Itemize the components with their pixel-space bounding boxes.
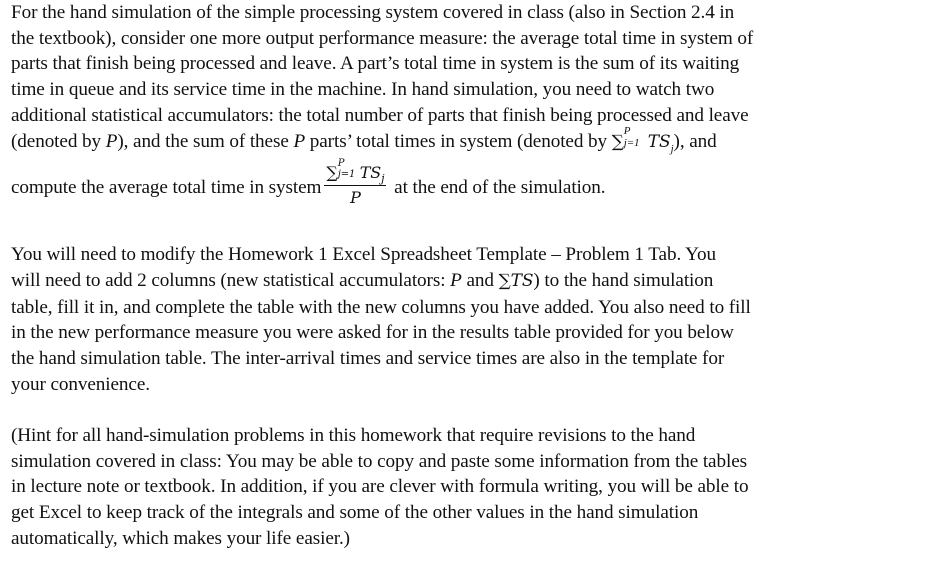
paragraph-instructions xyxy=(11,242,923,397)
text-line: parts that finish being processed and leave. A part’s total time in system is the sum of its waiting xyxy=(11,53,740,75)
math-variable-p: P xyxy=(293,130,306,152)
text-line: You will need to modify the Homework 1 Excel Spreadsheet Template – Problem 1 Tab. You xyxy=(11,244,716,266)
summation-symbol: ∑ xyxy=(611,131,624,152)
text-line: the hand simulation table. The inter-arrival times and service times are also in the template for xyxy=(11,348,725,370)
document-body xyxy=(11,0,923,551)
math-subscript-j: j xyxy=(670,142,674,155)
paragraph-hint xyxy=(11,423,923,552)
math-variable-p: P xyxy=(450,269,462,291)
math-subscript-j: j xyxy=(381,171,385,185)
text-line: (Hint for all hand-simulation problems in this homework that require revisions to the hand xyxy=(11,424,696,446)
fraction-numerator xyxy=(324,158,386,185)
math-variable-ts: TS xyxy=(510,270,534,291)
fraction-denominator: P xyxy=(350,187,361,207)
paragraph-spacer xyxy=(11,218,923,242)
text-line: (denoted by P), and the sum of these P parts’ total times in system (denoted by ∑ P j=1 $TS_j$), and xyxy=(11,125,717,155)
text-line: additional statistical accumulators: the total number of parts that finish being processed and leave xyxy=(11,104,749,126)
math-variable-ts: TS xyxy=(647,131,671,152)
math-variable-ts: TS xyxy=(359,162,382,182)
summation-symbol: ∑ xyxy=(326,162,338,182)
summation-limits xyxy=(623,125,646,150)
text-line: the textbook), consider one more output performance measure: the average total time in system of xyxy=(11,27,754,49)
text-line: your convenience. xyxy=(11,373,150,395)
summation-limits xyxy=(338,160,358,180)
summation-upper-limit: P xyxy=(337,158,345,170)
text-line: automatically, which makes your life easier.) xyxy=(11,527,350,549)
text-line: will need to add 2 columns (new statistical accumulators: P and ∑TS) to the hand simulation xyxy=(11,269,714,291)
summation-lower-limit: j=1 xyxy=(337,169,356,181)
paragraph-spacer xyxy=(11,397,923,423)
summation-upper-limit: P xyxy=(623,125,631,138)
average-time-fraction xyxy=(324,158,386,210)
math-variable-p: P xyxy=(105,130,118,152)
text-line: in the new performance measure you were asked for in the results table provided for you below xyxy=(11,322,734,344)
summation-symbol: ∑ xyxy=(498,270,511,291)
summation-lower-limit: j=1 xyxy=(623,137,640,150)
text-line: simulation covered in class: You may be able to copy and paste some information from the tables xyxy=(11,450,747,472)
text-line: in lecture note or textbook. In addition, if you are clever with formula writing, you will be able to xyxy=(11,476,749,498)
text-line: table, fill it in, and complete the table with the new columns you have added. You also need to fill xyxy=(11,296,751,318)
text-line: get Excel to keep track of the integrals and some of the other values in the hand simulation xyxy=(11,502,699,524)
text-line-with-fraction: compute the average total time in system ∑ P j=1 $TS_j$ P at the end of the simulation. xyxy=(11,157,923,218)
text-line: For the hand simulation of the simple processing system covered in class (also in Section 2.4 in xyxy=(11,2,735,23)
text-line: time in queue and its service time in the machine. In hand simulation, you need to watch two xyxy=(11,79,715,101)
paragraph-problem-statement xyxy=(11,0,923,218)
